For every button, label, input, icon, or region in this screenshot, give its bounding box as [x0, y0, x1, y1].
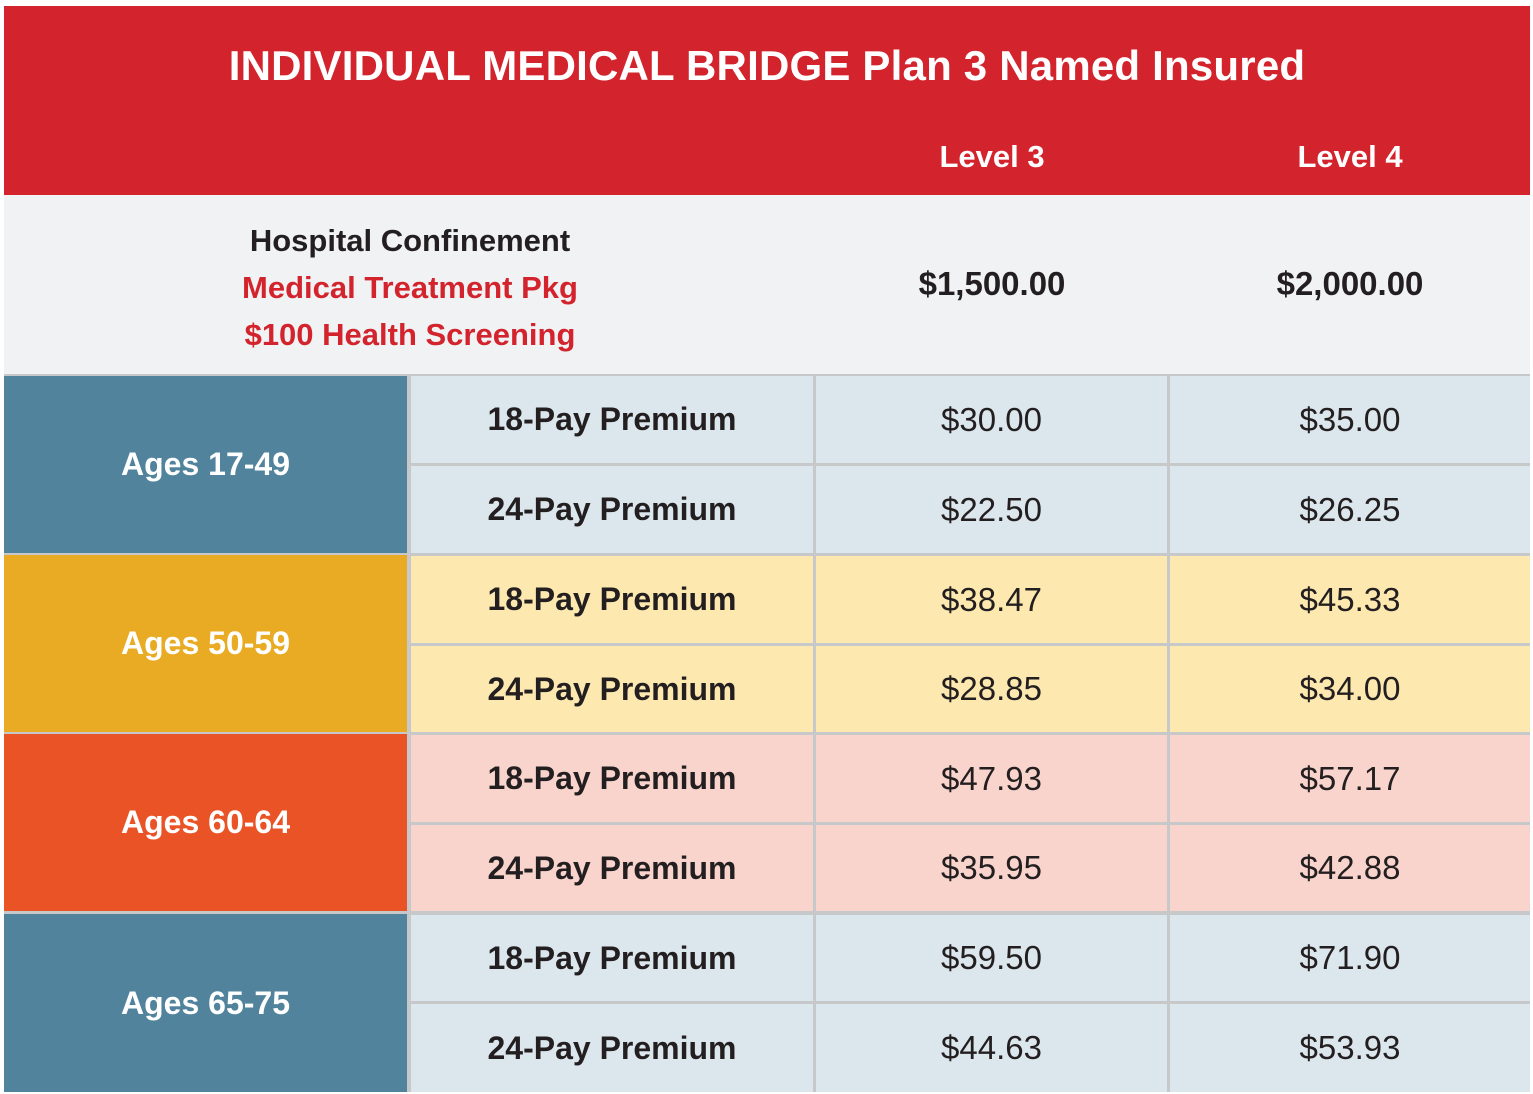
- benefit-line-hospital-confinement: Hospital Confinement: [249, 223, 571, 258]
- row-label: 24-Pay Premium: [411, 466, 813, 553]
- age-band-17-49: Ages 17-49: [4, 376, 407, 553]
- benefit-description: [4, 217, 816, 358]
- row-label: 18-Pay Premium: [411, 735, 813, 822]
- age-band-65-75: Ages 65-75: [4, 914, 407, 1092]
- premium-level-3: $47.93: [816, 735, 1167, 822]
- row-label: 18-Pay Premium: [411, 556, 813, 643]
- premium-level-4: $35.00: [1170, 376, 1530, 463]
- row-label: 18-Pay Premium: [411, 915, 813, 1001]
- benefit-value-level-3: $1,500.00: [918, 265, 1066, 302]
- premium-level-3: $22.50: [816, 466, 1167, 553]
- row-label: 24-Pay Premium: [411, 825, 813, 911]
- row-label: 24-Pay Premium: [411, 1004, 813, 1092]
- benefit-row: [4, 195, 1530, 374]
- premium-level-4: $26.25: [1170, 466, 1530, 553]
- table-header: [4, 6, 1530, 195]
- column-header-level-4: Level 4: [1297, 139, 1403, 174]
- row-label: 24-Pay Premium: [411, 646, 813, 732]
- age-band-50-59: Ages 50-59: [4, 555, 407, 732]
- premium-level-3: $35.95: [816, 825, 1167, 911]
- premium-level-4: $71.90: [1170, 915, 1530, 1001]
- premium-level-4: $45.33: [1170, 556, 1530, 643]
- row-label: 18-Pay Premium: [411, 376, 813, 463]
- premium-level-3: $44.63: [816, 1004, 1167, 1092]
- premium-level-3: $30.00: [816, 376, 1167, 463]
- premium-level-4: $34.00: [1170, 646, 1530, 732]
- benefit-line-medical-treatment: Medical Treatment Pkg: [242, 270, 578, 305]
- premium-level-4: $42.88: [1170, 825, 1530, 911]
- age-band-60-64: Ages 60-64: [4, 734, 407, 911]
- column-header-level-3: Level 3: [939, 139, 1045, 174]
- premium-level-3: $59.50: [816, 915, 1167, 1001]
- premium-level-3: $28.85: [816, 646, 1167, 732]
- premium-level-4: $53.93: [1170, 1004, 1530, 1092]
- premium-level-4: $57.17: [1170, 735, 1530, 822]
- benefit-line-health-screening: $100 Health Screening: [244, 317, 576, 352]
- table-title: INDIVIDUAL MEDICAL BRIDGE Plan 3 Named Insured: [228, 42, 1306, 89]
- premium-level-3: $38.47: [816, 556, 1167, 643]
- benefit-value-level-4: $2,000.00: [1276, 265, 1424, 302]
